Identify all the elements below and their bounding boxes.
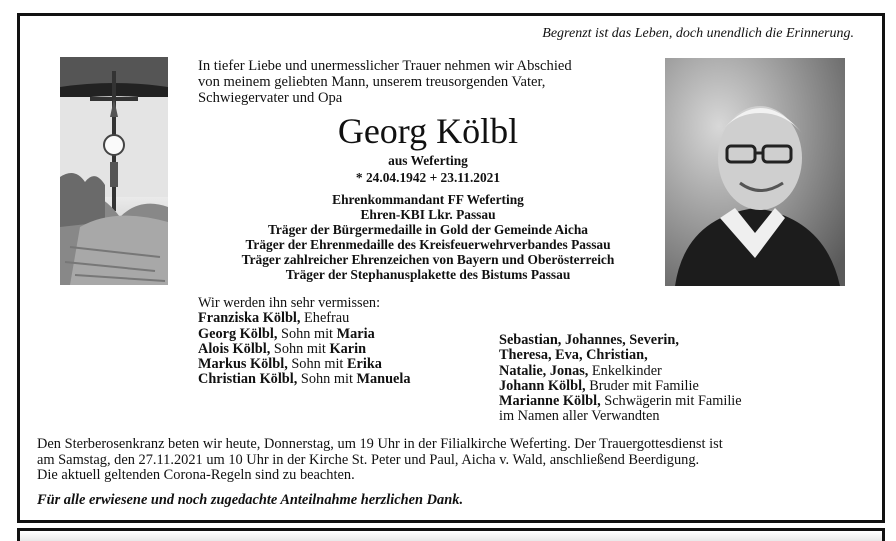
family-name: Markus Kölbl, — [198, 356, 288, 373]
portrait-image — [665, 58, 845, 286]
family-partner: Manuela — [356, 371, 411, 388]
service-notice — [37, 437, 867, 484]
family-left — [198, 296, 411, 388]
intro-text — [198, 58, 658, 106]
family-relation: Enkelkinder — [588, 362, 662, 379]
family-name: Franziska Kölbl, — [198, 310, 301, 327]
intro-line: In tiefer Liebe und unermesslicher Trauer nehmen wir Abschied — [198, 58, 572, 74]
family-relation: Sohn mit — [277, 325, 337, 342]
next-notice-edge — [17, 528, 885, 541]
family-intro: Wir werden ihn sehr vermissen: — [198, 295, 381, 311]
family-relation: Sohn mit — [297, 371, 357, 388]
notice-line: Die aktuell geltenden Corona-Regeln sind zu beachten. — [37, 467, 355, 484]
notice-line: Den Sterberosenkranz beten wir heute, Donnerstag, um 19 Uhr in der Filialkirche Weferting. Der Trauergottesdienst ist — [37, 436, 723, 452]
family-row — [198, 372, 411, 387]
family-row — [198, 311, 411, 326]
family-row — [499, 333, 742, 348]
family-partner: Maria — [336, 325, 375, 342]
family-relation: Schwägerin mit Familie — [600, 393, 742, 410]
honor-line: Ehrenkommandant FF Weferting — [332, 192, 524, 207]
family-name: Marianne Kölbl, — [499, 393, 601, 410]
family-partner: Erika — [346, 356, 382, 373]
family-relation: im Namen aller Verwandten — [499, 408, 660, 425]
thanks-line: Für alle erwiesene und noch zugedachte Anteilnahme herzlichen Dank. — [37, 492, 464, 508]
origin: aus Weferting — [388, 153, 468, 168]
honors-list — [215, 192, 641, 282]
notice-line: am Samstag, den 27.11.2021 um 10 Uhr in der Kirche St. Peter und Paul, Aicha v. Wald, anschließend Beerdigung. — [37, 451, 700, 468]
deceased-name: Georg Kölbl — [337, 111, 519, 151]
honor-line: Träger zahlreicher Ehrenzeichen von Bayern und Oberösterreich — [241, 252, 615, 267]
family-name: Johann Kölbl, — [499, 377, 586, 394]
honor-line: Träger der Ehrenmedaille des Kreisfeuerwehrverbandes Passau — [245, 237, 611, 252]
family-row — [499, 409, 742, 424]
family-row — [499, 364, 742, 379]
family-name: Natalie, Jonas, — [499, 362, 589, 379]
motto: Begrenzt ist das Leben, doch unendlich die Erinnerung. — [542, 26, 854, 41]
family-row — [499, 348, 742, 363]
family-partner: Karin — [329, 340, 367, 357]
intro-line: von meinem geliebten Mann, unserem treusorgenden Vater, — [198, 74, 546, 90]
family-name: Sebastian, Johannes, Severin, — [499, 332, 679, 348]
family-row — [198, 342, 411, 357]
family-right — [499, 333, 742, 425]
family-name: Georg Kölbl, — [198, 325, 278, 342]
family-row — [198, 327, 411, 342]
family-relation: Sohn mit — [270, 340, 330, 357]
family-name: Alois Kölbl, — [198, 340, 271, 357]
cross-photo — [60, 57, 168, 285]
honor-line: Träger der Stephanusplakette des Bistums Passau — [285, 267, 571, 282]
family-row — [198, 357, 411, 372]
family-relation: Sohn mit — [287, 356, 347, 373]
life-dates: * 24.04.1942 + 23.11.2021 — [355, 170, 501, 185]
family-row — [499, 394, 742, 409]
obituary-frame — [17, 13, 885, 523]
portrait-photo — [665, 58, 845, 286]
intro-line: Schwiegervater und Opa — [198, 90, 343, 106]
family-name: Christian Kölbl, — [198, 371, 298, 388]
family-row — [499, 379, 742, 394]
family-relation: Ehefrau — [300, 310, 350, 327]
honor-line: Träger der Bürgermedaille in Gold der Gemeinde Aicha — [268, 222, 588, 237]
honor-line: Ehren-KBI Lkr. Passau — [360, 207, 496, 222]
family-name: Theresa, Eva, Christian, — [499, 347, 648, 364]
family-relation: Bruder mit Familie — [585, 377, 699, 394]
wayside-cross-image — [60, 57, 168, 285]
